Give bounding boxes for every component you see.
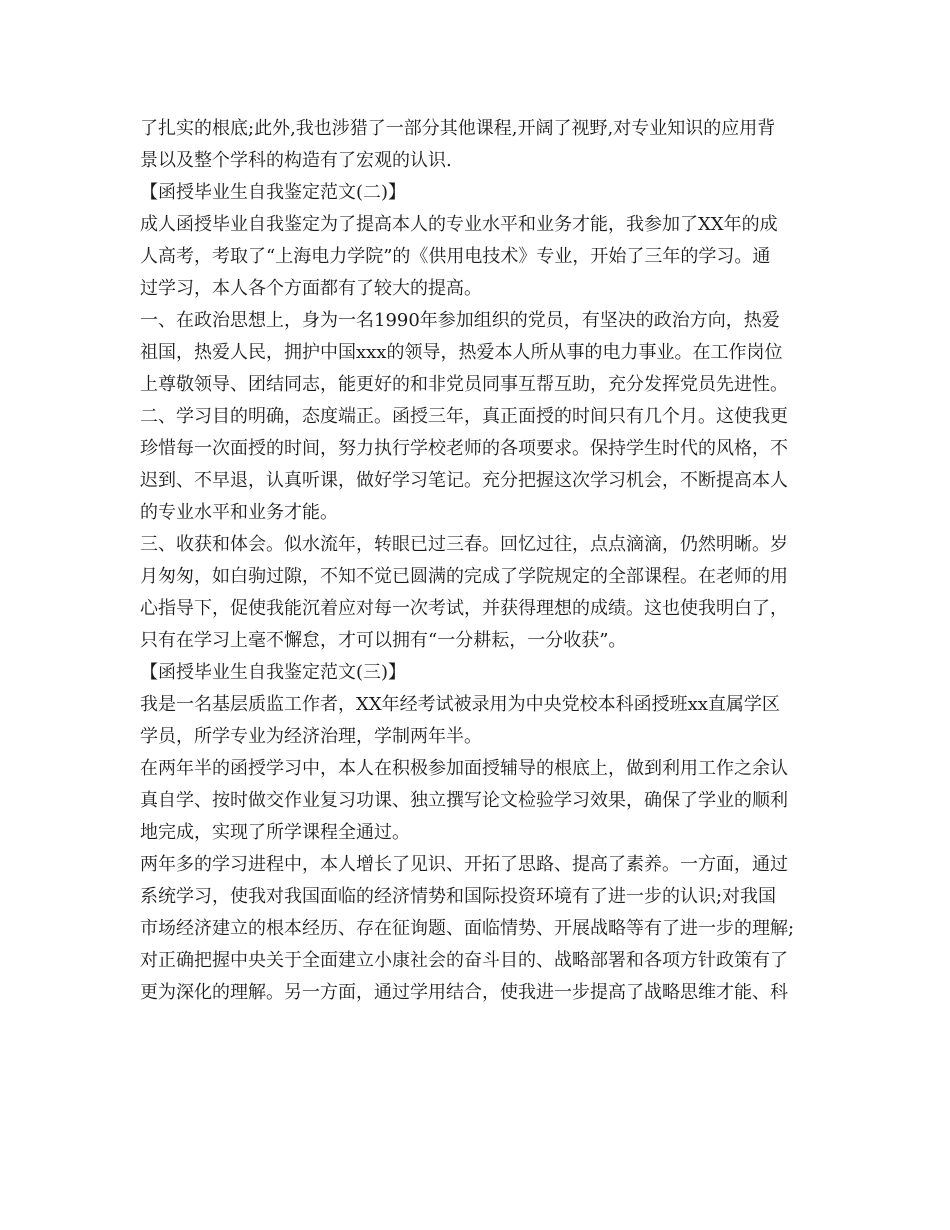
text-line: 珍惜每一次面授的时间，努力执行学校老师的各项要求。保持学生时代的风格，不 bbox=[140, 438, 788, 459]
text-line: 景以及整个学科的构造有了宏观的认识. bbox=[140, 150, 452, 171]
text-line: 祖国，热爱人民，拥护中国xxx的领导，热爱本人所从事的电力事业。在工作岗位 bbox=[140, 342, 783, 363]
text-line: 心指导下，促使我能沉着应对每一次考试，并获得理想的成绩。这也使我明白了， bbox=[140, 598, 788, 619]
section-heading: 【函授毕业生自我鉴定范文(二)】 bbox=[140, 182, 407, 203]
text-line: 只有在学习上毫不懈怠，才可以拥有“一分耕耘，一分收获”。 bbox=[140, 630, 627, 651]
text-line: 市场经济建立的根本经历、存在征询题、面临情势、开展战略等有了进一步的理解; bbox=[140, 918, 795, 939]
document-body bbox=[140, 113, 820, 1009]
text-line: 在两年半的函授学习中，本人在积极参加面授辅导的根底上，做到利用工作之余认 bbox=[140, 758, 788, 779]
text-line: 人高考，考取了“上海电力学院”的《供用电技术》专业，开始了三年的学习。通 bbox=[140, 246, 771, 267]
text-line: 三、收获和体会。似水流年，转眼已过三春。回忆过往，点点滴滴，仍然明晰。岁 bbox=[140, 534, 788, 555]
text-line: 我是一名基层质监工作者，XX年经考试被录用为中央党校本科函授班xx直属学区 bbox=[140, 694, 780, 715]
text-line: 更为深化的理解。另一方面，通过学用结合，使我进一步提高了战略思维才能、科 bbox=[140, 982, 788, 1003]
text-line: 过学习，本人各个方面都有了较大的提高。 bbox=[140, 278, 482, 299]
section-heading: 【函授毕业生自我鉴定范文(三)】 bbox=[140, 662, 407, 683]
text-line: 上尊敬领导、团结同志，能更好的和非党员同事互帮互助，充分发挥党员先进性。 bbox=[140, 374, 788, 395]
text-line: 两年多的学习进程中，本人增长了见识、开拓了思路、提高了素养。一方面，通过 bbox=[140, 854, 788, 875]
text-line: 真自学、按时做交作业复习功课、独立撰写论文检验学习效果，确保了学业的顺利 bbox=[140, 790, 788, 811]
text-line: 地完成，实现了所学课程全通过。 bbox=[140, 822, 410, 843]
text-line: 学员，所学专业为经济治理，学制两年半。 bbox=[140, 726, 482, 747]
text-line: 迟到、不早退，认真听课，做好学习笔记。充分把握这次学习机会，不断提高本人 bbox=[140, 470, 788, 491]
text-line: 了扎实的根底;此外,我也涉猎了一部分其他课程,开阔了视野,对专业知识的应用背 bbox=[140, 118, 776, 139]
text-line: 的专业水平和业务才能。 bbox=[140, 502, 338, 523]
text-line: 对正确把握中央关于全面建立小康社会的奋斗目的、战略部署和各项方针政策有了 bbox=[140, 950, 788, 971]
text-line: 成人函授毕业自我鉴定为了提高本人的专业水平和业务才能，我参加了XX年的成 bbox=[140, 214, 778, 235]
text-line: 一、在政治思想上，身为一名1990年参加组织的党员，有坚决的政治方向，热爱 bbox=[140, 310, 780, 331]
text-line: 二、学习目的明确，态度端正。函授三年，真正面授的时间只有几个月。这使我更 bbox=[140, 406, 788, 427]
text-line: 月匆匆，如白驹过隙，不知不觉已圆满的完成了学院规定的全部课程。在老师的用 bbox=[140, 566, 788, 587]
text-line: 系统学习，使我对我国面临的经济情势和国际投资环境有了进一步的认识;对我国 bbox=[140, 886, 777, 907]
